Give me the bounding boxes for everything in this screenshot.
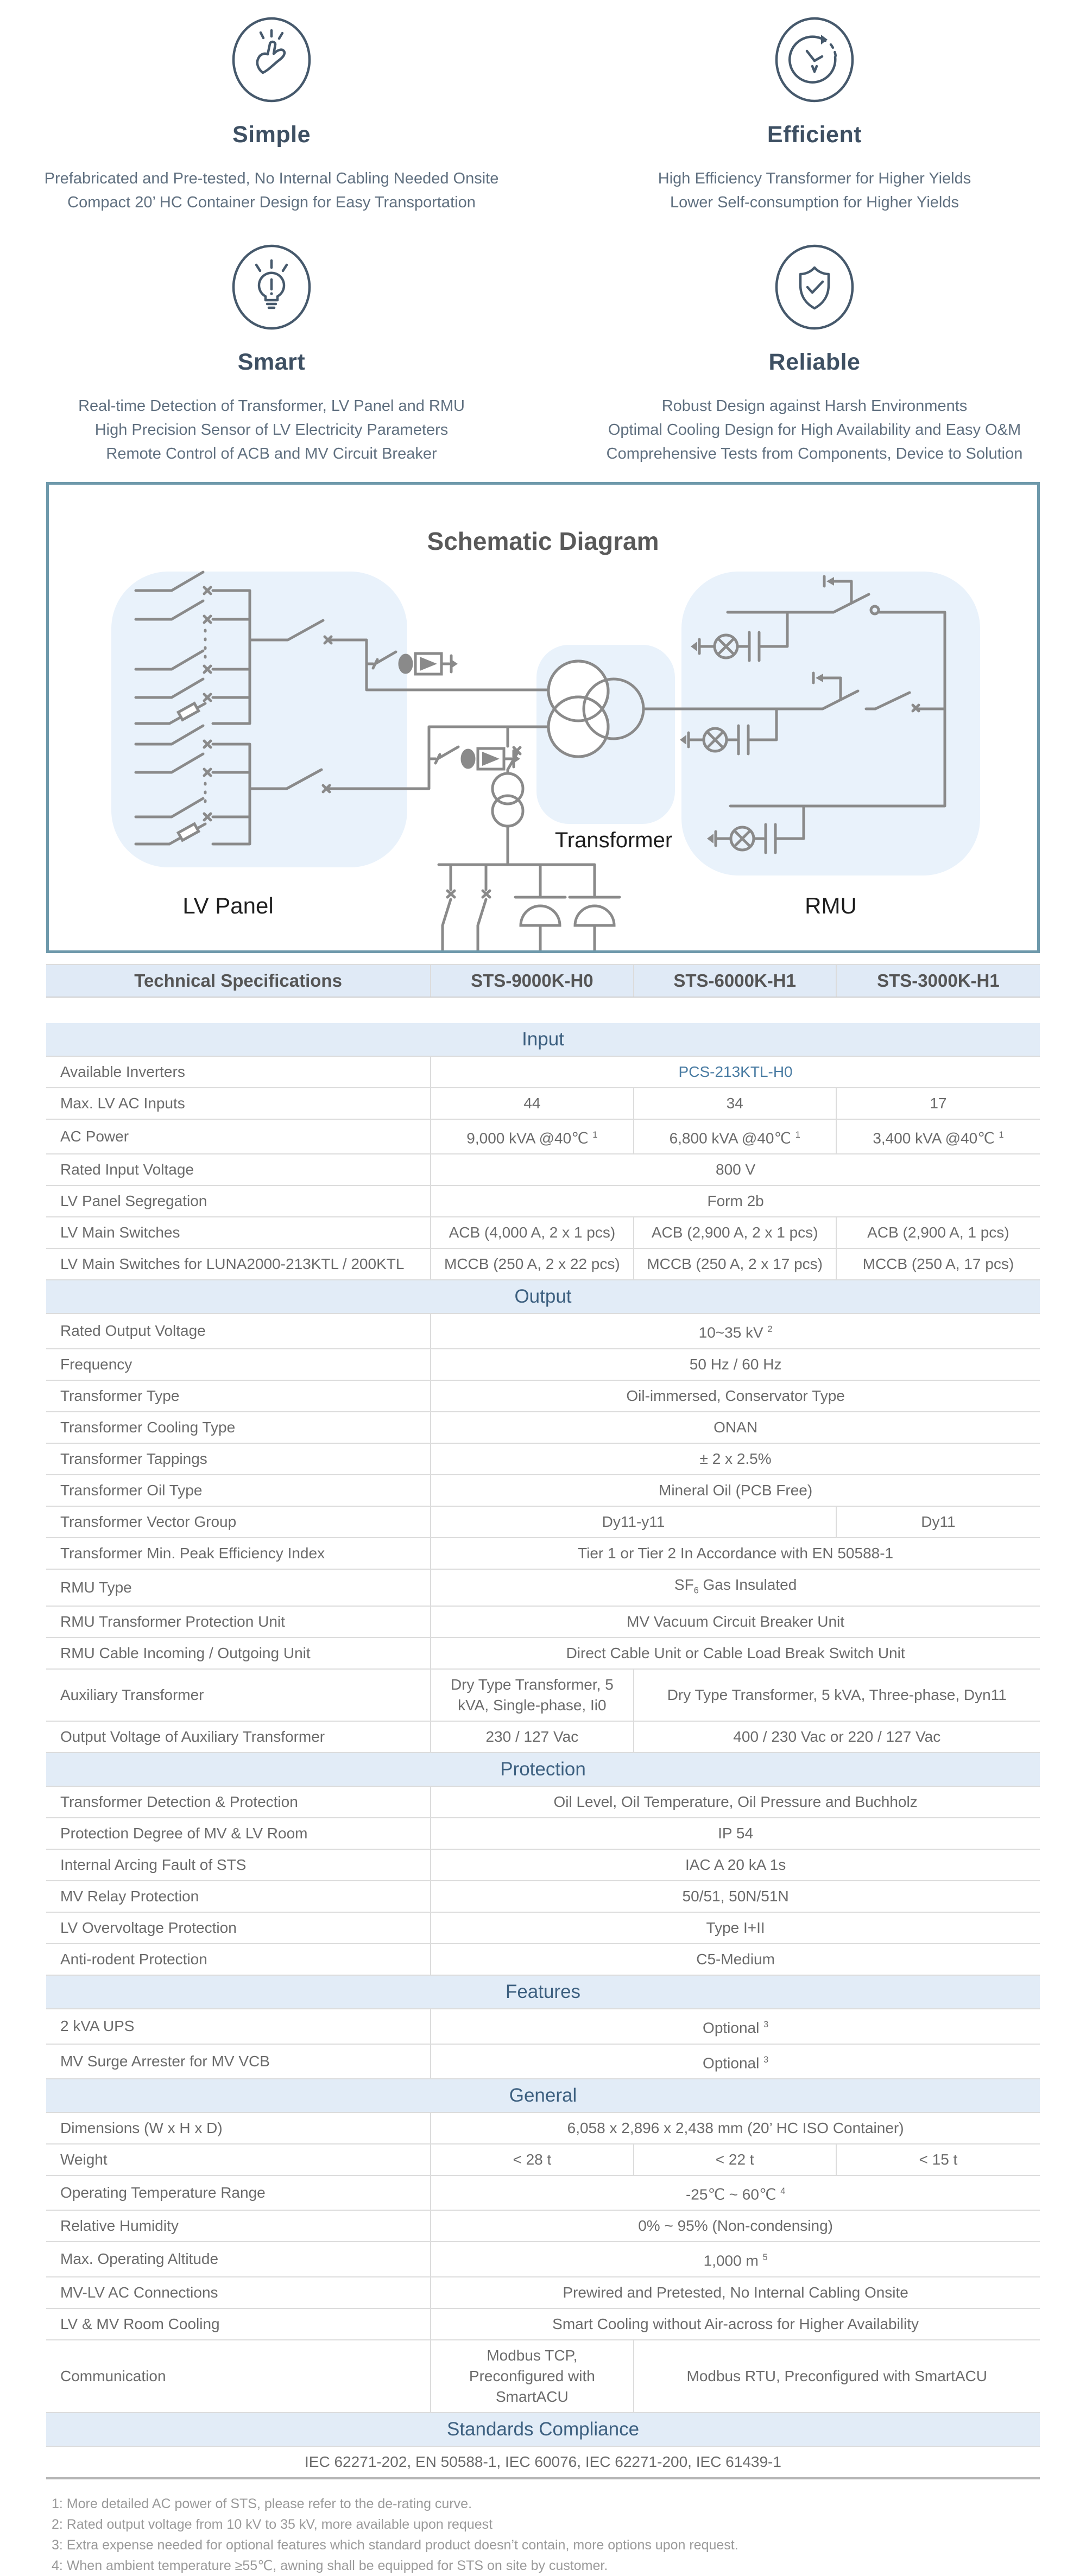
spec-row [46,1849,1040,1881]
lv-panel-blob [111,572,407,867]
spec-label: AC Power [46,1119,431,1154]
spec-value: Dy11 [836,1506,1040,1538]
spec-value: 3,400 kVA @40℃ $^1$ [836,1119,1040,1154]
spec-value: Modbus TCP, Preconfigured with SmartACU [431,2340,633,2413]
spec-value: 50/51, 50N/51N [431,1881,1040,1912]
spec-table-body [46,965,1040,2478]
footnotes [52,2493,1086,2576]
spec-table [46,964,1040,2479]
spec-value: < 15 t [836,2144,1040,2175]
spec-value: 17 [836,1088,1040,1119]
spec-header-row [46,965,1040,997]
spec-value: ACB (4,000 A, 2 x 1 pcs) [431,1217,633,1248]
feature-desc [0,394,543,466]
spec-value: 50 Hz / 60 Hz [431,1349,1040,1380]
rmu-blob [681,572,980,875]
spec-row [46,2277,1040,2308]
spec-row [46,1638,1040,1669]
spec-value: Dy11-y11 [431,1506,836,1538]
spec-value: MCCB (250 A, 2 x 17 pcs) [634,1248,836,1280]
spec-header-model-2: STS-6000K-H1 [634,965,836,997]
feature-card-reliable [543,236,1086,466]
spec-row [46,2175,1040,2210]
spec-header-model-3: STS-3000K-H1 [836,965,1040,997]
spec-value: $SF_6$ Gas Insulated [431,1569,1040,1607]
spec-label: Operating Temperature Range [46,2175,431,2210]
spec-label: Transformer Vector Group [46,1506,431,1538]
spec-label: 2 kVA UPS [46,2009,431,2044]
section-band [46,1280,1040,1314]
spec-value: Direct Cable Unit or Cable Load Break Switch Unit [431,1638,1040,1669]
spec-label: RMU Transformer Protection Unit [46,1606,431,1638]
standards-value: IEC 62271-202, EN 50588-1, IEC 60076, IEC 62271-200, IEC 61439-1 [46,2446,1040,2478]
spec-value: IAC A 20 kA 1s [431,1849,1040,1881]
spec-label: Auxiliary Transformer [46,1669,431,1721]
header-gap-row [46,997,1040,1023]
spec-label: LV Overvoltage Protection [46,1912,431,1944]
spec-value: Smart Cooling without Air-across for Higher Availability [431,2308,1040,2340]
spec-header-model-1: STS-9000K-H0 [431,965,633,997]
spec-row [46,1314,1040,1348]
spec-row [46,1721,1040,1753]
feature-desc-line: Robust Design against Harsh Environments [661,397,968,415]
spec-value: 44 [431,1088,633,1119]
snap-icon [0,16,543,103]
feature-desc-line: Lower Self-consumption for Higher Yields [670,194,959,211]
spec-row [46,1538,1040,1569]
spec-label: Output Voltage of Auxiliary Transformer [46,1721,431,1753]
spec-row [46,1443,1040,1475]
spec-row [46,1944,1040,1975]
shield-check-icon [543,244,1086,331]
spec-label: LV & MV Room Cooling [46,2308,431,2340]
spec-value: -25℃ ~ 60℃ $^4$ [431,2175,1040,2210]
schematic-box [46,482,1040,953]
spec-label: RMU Type [46,1569,431,1607]
spec-value: 9,000 kVA @40℃ $^1$ [431,1119,633,1154]
spec-value: < 28 t [431,2144,633,2175]
spec-label: LV Main Switches [46,1217,431,1248]
spec-label: Transformer Detection & Protection [46,1786,431,1818]
spec-row [46,2210,1040,2242]
spec-header-title: Technical Specifications [46,965,431,997]
spec-label: Available Inverters [46,1056,431,1088]
spec-label: MV Surge Arrester for MV VCB [46,2044,431,2079]
spec-value: 800 V [431,1154,1040,1185]
spec-value: PCS-213KTL-H0 [431,1056,1040,1088]
spec-value: < 22 t [634,2144,836,2175]
standards-band [46,2413,1040,2446]
spec-label: Transformer Oil Type [46,1475,431,1506]
spec-label: LV Panel Segregation [46,1185,431,1217]
footnote-line: 2: Rated output voltage from 10 kV to 35 kV, more available upon request [52,2516,493,2532]
spec-label: LV Main Switches for LUNA2000-213KTL / 200KTL [46,1248,431,1280]
spec-row [46,1154,1040,1185]
spec-label: Communication [46,2340,431,2413]
spec-label: Max. Operating Altitude [46,2242,431,2276]
spec-label: Rated Output Voltage [46,1314,431,1348]
spec-label: Frequency [46,1349,431,1380]
feature-desc-line: Real-time Detection of Transformer, LV Panel and RMU [78,397,465,415]
bulb-icon [0,244,543,331]
spec-row [46,1912,1040,1944]
spec-label: MV Relay Protection [46,1881,431,1912]
spec-label: Dimensions (W x H x D) [46,2112,431,2144]
spec-value: Type I+II [431,1912,1040,1944]
spec-value: Modbus RTU, Preconfigured with SmartACU [634,2340,1040,2413]
spec-value: 400 / 230 Vac or 220 / 127 Vac [634,1721,1040,1753]
feature-desc-line: High Precision Sensor of LV Electricity Parameters [94,421,449,439]
standards-title: Standards Compliance [46,2413,1040,2446]
spec-row [46,1185,1040,1217]
spec-value: 34 [634,1088,836,1119]
spec-row [46,1349,1040,1380]
spec-label: Protection Degree of MV & LV Room [46,1818,431,1849]
spec-value: Tier 1 or Tier 2 In Accordance with EN 50588-1 [431,1538,1040,1569]
spec-value: ACB (2,900 A, 1 pcs) [836,1217,1040,1248]
spec-row [46,1569,1040,1607]
feature-desc-line: Optimal Cooling Design for High Availability and Easy O&M [608,421,1021,439]
spec-value: C5-Medium [431,1944,1040,1975]
spec-row [46,1217,1040,1248]
spec-row [46,1119,1040,1154]
spec-row [46,1412,1040,1443]
feature-desc [543,167,1086,214]
spec-row [46,1088,1040,1119]
spec-value: 6,800 kVA @40℃ $^1$ [634,1119,836,1154]
spec-label: Transformer Type [46,1380,431,1412]
spec-value: Mineral Oil (PCB Free) [431,1475,1040,1506]
spec-row [46,1056,1040,1088]
section-band [46,2079,1040,2112]
section-band [46,1975,1040,2009]
feature-desc-line: Remote Control of ACB and MV Circuit Breaker [106,445,437,462]
spec-value: MCCB (250 A, 17 pcs) [836,1248,1040,1280]
spec-label: Rated Input Voltage [46,1154,431,1185]
section-band [46,1023,1040,1056]
spec-value: IP 54 [431,1818,1040,1849]
spec-label: Relative Humidity [46,2210,431,2242]
spec-label: Max. LV AC Inputs [46,1088,431,1119]
footnote-line: 4: When ambient temperature ≥55℃, awning shall be equipped for STS on site by customer. [52,2558,608,2573]
feature-title: Reliable [768,349,861,375]
feature-card-efficient [543,9,1086,214]
spec-label: Transformer Cooling Type [46,1412,431,1443]
spec-value: Dry Type Transformer, 5 kVA, Three-phase, Dyn11 [634,1669,1040,1721]
spec-value: Optional $^3$ [431,2009,1040,2044]
feature-title: Efficient [767,122,862,148]
spec-value: ONAN [431,1412,1040,1443]
spec-row [46,1606,1040,1638]
schematic-title: Schematic Diagram [427,527,659,555]
spec-row [46,1669,1040,1721]
feature-desc [543,394,1086,466]
section-band [46,1753,1040,1786]
label-transformer: Transformer [554,828,673,852]
spec-value: 1,000 m $^5$ [431,2242,1040,2276]
spec-label: Transformer Min. Peak Efficiency Index [46,1538,431,1569]
feature-desc-line: Prefabricated and Pre-tested, No Internal Cabling Needed Onsite [44,170,499,187]
feature-title: Simple [232,122,311,148]
spec-label: Transformer Tappings [46,1443,431,1475]
spec-value: ACB (2,900 A, 2 x 1 pcs) [634,1217,836,1248]
spec-value: 6,058 x 2,896 x 2,438 mm (20’ HC ISO Container) [431,2112,1040,2144]
spec-label: Internal Arcing Fault of STS [46,1849,431,1881]
spec-row [46,2009,1040,2044]
spec-value: 230 / 127 Vac [431,1721,633,1753]
footnote-line: 3: Extra expense needed for optional features which standard product doesn’t contain, more options upon request. [52,2537,738,2553]
spec-row [46,1475,1040,1506]
spec-value: Prewired and Pretested, No Internal Cabling Onsite [431,2277,1040,2308]
section-title: Input [46,1023,1040,1056]
spec-value: MCCB (250 A, 2 x 22 pcs) [431,1248,633,1280]
spec-row [46,2044,1040,2079]
spec-row [46,2242,1040,2276]
clock-icon [543,16,1086,103]
schematic-svg [49,485,1037,950]
spec-value: Form 2b [431,1185,1040,1217]
section-title: Features [46,1975,1040,2009]
feature-desc-line: Comprehensive Tests from Components, Device to Solution [606,445,1023,462]
spec-value: 0% ~ 95% (Non-condensing) [431,2210,1040,2242]
section-title: Output [46,1280,1040,1314]
spec-row [46,1506,1040,1538]
spec-value: ± 2 x 2.5% [431,1443,1040,1475]
spec-value: MV Vacuum Circuit Breaker Unit [431,1606,1040,1638]
label-lv-panel: LV Panel [182,893,274,918]
standards-value-row [46,2446,1040,2478]
spec-table-wrap [46,964,1040,2479]
spec-label: Anti-rodent Protection [46,1944,431,1975]
spec-value: Oil Level, Oil Temperature, Oil Pressure and Buchholz [431,1786,1040,1818]
feature-card-simple [0,9,543,214]
feature-card-smart [0,236,543,466]
feature-desc-line: Compact 20’ HC Container Design for Easy Transportation [67,194,476,211]
spec-value: Optional $^3$ [431,2044,1040,2079]
feature-grid [0,0,1086,466]
spec-row [46,2144,1040,2175]
feature-desc-line: High Efficiency Transformer for Higher Yields [658,170,971,187]
feature-title: Smart [237,349,306,375]
spec-row [46,2340,1040,2413]
section-title: Protection [46,1753,1040,1786]
section-title: General [46,2079,1040,2112]
spec-value: 10~35 kV $^2$ [431,1314,1040,1348]
spec-row [46,1380,1040,1412]
spec-label: RMU Cable Incoming / Outgoing Unit [46,1638,431,1669]
spec-value: Dry Type Transformer, 5 kVA, Single-phase, Ii0 [431,1669,633,1721]
spec-label: MV-LV AC Connections [46,2277,431,2308]
spec-label: Weight [46,2144,431,2175]
spec-row [46,1818,1040,1849]
spec-row [46,1248,1040,1280]
spec-row [46,1786,1040,1818]
label-rmu: RMU [805,893,857,918]
spec-row [46,1881,1040,1912]
footnote-line: 1: More detailed AC power of STS, please refer to the de-rating curve. [52,2496,472,2511]
spec-row [46,2112,1040,2144]
feature-desc [0,167,543,214]
spec-value: Oil-immersed, Conservator Type [431,1380,1040,1412]
